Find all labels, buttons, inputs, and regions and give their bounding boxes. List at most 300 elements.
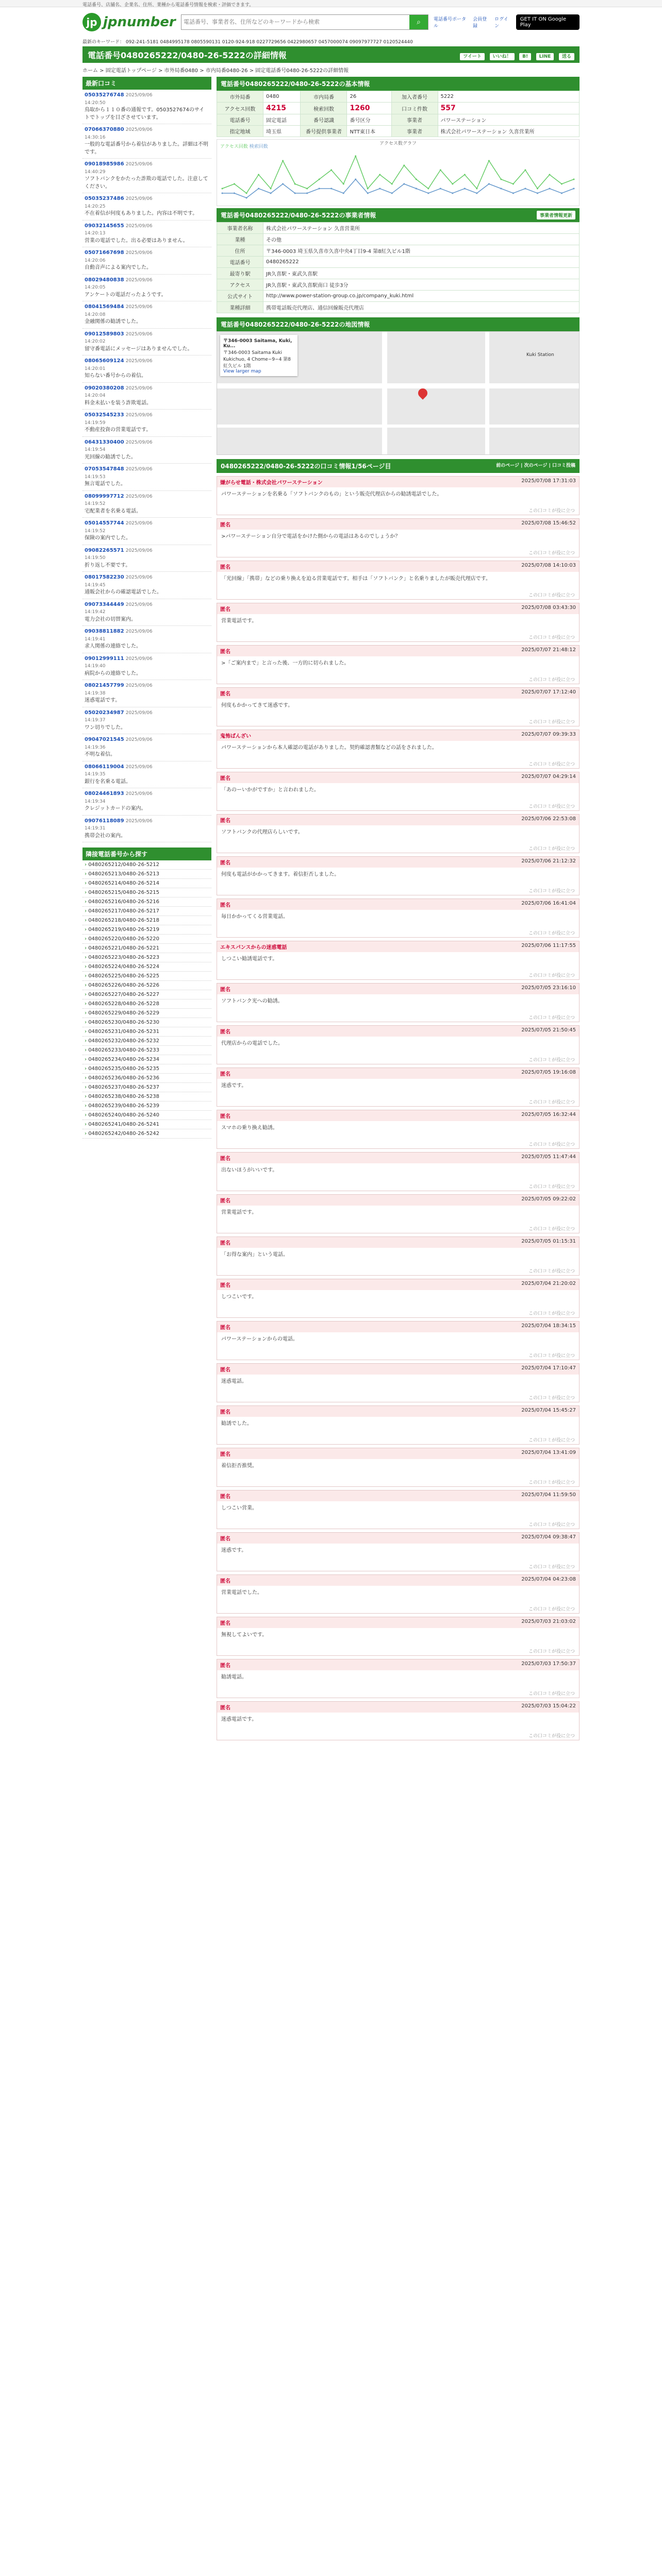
owner-value: JR久喜駅・東武久喜駅: [263, 268, 580, 279]
nearby-number-link[interactable]: › 0480265214/0480-26-5214: [82, 879, 211, 888]
review-card: [217, 1110, 580, 1149]
review-author: 匿名: [220, 1579, 230, 1584]
review-body: 無視してよいです。: [221, 1632, 268, 1638]
data-point: [222, 193, 223, 194]
data-point: [234, 183, 235, 185]
sidebar-review-time: 14:20:25: [85, 204, 106, 209]
data-point: [258, 174, 259, 176]
sidebar-review-text: 不明な着信。: [85, 752, 115, 757]
helpful-link[interactable]: この口コミが役に立つ: [528, 1353, 575, 1359]
sidebar-review-time: 14:20:02: [85, 339, 106, 344]
share-button[interactable]: 送る: [559, 53, 574, 60]
helpful-link[interactable]: この口コミが役に立つ: [528, 677, 575, 683]
sidebar-review-time: 14:40:29: [85, 169, 106, 175]
review-header: [217, 1617, 579, 1628]
sidebar-review-number[interactable]: 08041569484: [85, 304, 124, 310]
data-point: [355, 156, 356, 157]
map[interactable]: [217, 331, 580, 455]
info-value: 4215: [263, 103, 301, 114]
helpful-link[interactable]: この口コミが役に立つ: [528, 1691, 575, 1697]
helpful-link[interactable]: この口コミが役に立つ: [528, 1565, 575, 1570]
sidebar-review-date: 2025/09/06: [125, 196, 153, 201]
data-point: [282, 160, 284, 162]
sidebar-review-number[interactable]: 09032145655: [85, 223, 124, 229]
review-author: 匿名: [220, 1621, 230, 1626]
sidebar-review-number[interactable]: 07066370880: [85, 127, 124, 132]
review-header: [217, 772, 579, 783]
share-button[interactable]: B!: [519, 53, 531, 60]
sidebar-review-date: 2025/09/06: [125, 629, 153, 634]
data-point: [573, 179, 574, 180]
sidebar-review-text: アンケートの電話だったようです。: [85, 292, 167, 298]
sidebar-review-text: 料金未払いを装う詐欺電話。: [85, 400, 152, 406]
review-body: 迷惑電話。: [221, 1379, 247, 1384]
share-buttons: [458, 50, 574, 60]
login-link[interactable]: ログイン: [494, 17, 508, 29]
helpful-link[interactable]: この口コミが役に立つ: [528, 509, 575, 514]
owner-value: 0480265222: [263, 257, 580, 268]
review-header: [217, 477, 579, 487]
sidebar-review-text: 通販会社からの確認電話でした。: [85, 589, 162, 595]
data-point: [488, 183, 490, 185]
helpful-link[interactable]: この口コミが役に立つ: [528, 720, 575, 725]
data-point: [319, 188, 320, 190]
sidebar-review-number[interactable]: 06431330400: [85, 439, 124, 445]
data-point: [440, 188, 441, 190]
sidebar-review-time: 14:19:34: [85, 799, 106, 804]
review-body: パワーステーションから本人確認の電話がありました。契約確認書類などの話をされました。: [221, 745, 437, 751]
review-date: 2025/07/03 21:03:02: [521, 1619, 576, 1624]
sidebar-review-number[interactable]: 08029480838: [85, 277, 124, 283]
data-point: [234, 193, 235, 194]
basic-info-heading: [217, 77, 580, 91]
info-value: 株式会社パワーステーション 久喜営業所: [438, 126, 579, 137]
share-button[interactable]: LINE: [536, 53, 554, 60]
sidebar-review-number[interactable]: 09082265571: [85, 547, 124, 553]
data-point: [452, 193, 453, 194]
review-date: 2025/07/08 17:31:03: [521, 478, 576, 484]
topbar: 電話番号、店舗名、企業名、住所、業種から電話番号情報を検索・評価できます。: [0, 0, 662, 7]
info-label: 検索回数: [301, 103, 347, 114]
review-header: [217, 1448, 579, 1459]
nearby-number-link[interactable]: › 0480265233/0480-26-5233: [82, 1046, 211, 1055]
sidebar-review-time: 14:19:52: [85, 528, 106, 534]
data-point: [306, 188, 308, 190]
sidebar-review-number[interactable]: 08099997712: [85, 493, 124, 499]
data-point: [561, 183, 562, 185]
review-date: 2025/07/08 15:46:52: [521, 520, 576, 526]
sidebar-review-number[interactable]: 08017582230: [85, 574, 124, 580]
nearby-number-link[interactable]: › 0480265231/0480-26-5231: [82, 1027, 211, 1037]
sidebar-review-number[interactable]: 09018985986: [85, 161, 124, 167]
review-body: しつこいです。: [221, 1294, 257, 1300]
sidebar-review-time: 14:19:54: [85, 447, 106, 452]
sidebar-review-item: [82, 599, 211, 626]
sidebar-review-item: [82, 761, 211, 789]
owner-label: 業種: [217, 234, 263, 245]
sidebar-review-item: [82, 491, 211, 518]
data-point: [246, 193, 247, 194]
sidebar-review-number[interactable]: 08021457799: [85, 683, 124, 688]
review-author: 匿名: [220, 860, 230, 866]
review-header: [217, 1490, 579, 1501]
sidebar-review-date: 2025/09/06: [125, 162, 153, 167]
review-card: [217, 1321, 580, 1360]
data-point: [367, 193, 369, 194]
helpful-link[interactable]: この口コミが役に立つ: [528, 1100, 575, 1105]
sidebar-review-text: 不在着信が何度もありました。内容は不明です。: [85, 211, 198, 216]
map-card: [220, 335, 297, 376]
review-body: 何度も電話がかかってきます。着信拒否しました。: [221, 872, 340, 877]
review-author: 匿名: [220, 818, 230, 824]
review-body: ソフトバンクの代理店らしいです。: [221, 829, 303, 835]
helpful-link[interactable]: この口コミが役に立つ: [528, 1396, 575, 1401]
latest-keywords: 最新のキーワード： 092-241-5181 0484995178 0805590131 0120-924-918 0227729656 0422980657 0457000074 09097977727 0120524440: [82, 40, 413, 44]
review-date: 2025/07/04 11:59:50: [521, 1492, 576, 1498]
sidebar-review-time: 14:20:08: [85, 312, 106, 317]
data-point: [294, 193, 296, 194]
portal-link[interactable]: 電話番号ポータル: [434, 17, 467, 29]
helpful-link[interactable]: この口コミが役に立つ: [528, 1522, 575, 1528]
sidebar-review-text: 電力会社の切替案内。: [85, 616, 136, 622]
nearby-number-link[interactable]: › 0480265213/0480-26-5213: [82, 870, 211, 879]
nearby-number-link[interactable]: › 0480265239/0480-26-5239: [82, 1101, 211, 1111]
sidebar-review-number[interactable]: 05014557744: [85, 520, 124, 526]
sidebar-review-number[interactable]: 08066119004: [85, 764, 124, 770]
data-point: [464, 174, 466, 176]
review-header: [217, 984, 579, 994]
review-date: 2025/07/07 21:48:12: [521, 647, 576, 653]
nearby-number-link[interactable]: › 0480265235/0480-26-5235: [82, 1064, 211, 1074]
owner-value: 〒346-0003 埼玉県久喜市久喜中央4丁目9-4 第8紅久ビル1階: [263, 245, 580, 257]
sidebar-review-item: [82, 572, 211, 599]
review-author: 匿名: [220, 522, 230, 528]
sidebar-review-text: 銀行を名乗る電話。: [85, 778, 131, 785]
map-addr-detail: 〒346-0003 Saitama Kuki Kukichuo, 4 Chome−9−4 第8紅久ビル 1階: [223, 350, 291, 369]
helpful-link[interactable]: この口コミが役に立つ: [528, 1015, 575, 1021]
review-header: [217, 1237, 579, 1248]
review-header: [217, 519, 579, 530]
review-date: 2025/07/05 16:32:44: [521, 1112, 576, 1117]
helpful-link[interactable]: この口コミが役に立つ: [528, 1142, 575, 1147]
info-label: 口コミ件数: [391, 103, 438, 114]
helpful-link[interactable]: この口コミが役に立つ: [528, 973, 575, 978]
review-header: [217, 1153, 579, 1163]
chart-svg: [217, 146, 579, 203]
sidebar-review-number[interactable]: 07053547848: [85, 466, 124, 472]
sidebar-review-text: 携帯会社の案内。: [85, 833, 126, 839]
helpful-link[interactable]: この口コミが役に立つ: [528, 846, 575, 852]
sidebar-review-date: 2025/09/06: [125, 521, 153, 526]
sidebar-review-text: 留守番電話にメッセージはありませんでした。: [85, 346, 193, 352]
nearby-number-link[interactable]: › 0480265232/0480-26-5232: [82, 1037, 211, 1046]
nearby-number-link[interactable]: › 0480265230/0480-26-5230: [82, 1018, 211, 1027]
review-card: [217, 941, 580, 980]
data-point: [222, 188, 223, 190]
data-point: [306, 193, 308, 194]
helpful-link[interactable]: この口コミが役に立つ: [528, 551, 575, 556]
register-link[interactable]: 会員登録: [473, 17, 487, 29]
review-body: しつこい勧誘電話です。: [221, 956, 278, 962]
reviews-heading: [217, 459, 580, 473]
sidebar-review-number[interactable]: 08024461893: [85, 791, 124, 796]
data-point: [524, 188, 526, 190]
sidebar-review-item: [82, 301, 211, 329]
info-label: 加入者番号: [391, 91, 438, 103]
helpful-link[interactable]: この口コミが役に立つ: [528, 1734, 575, 1739]
data-point: [379, 174, 380, 176]
data-point: [537, 193, 538, 194]
sidebar-review-date: 2025/09/06: [125, 548, 153, 553]
owner-value[interactable]: http://www.power-station-group.co.jp/company_kuki.html: [263, 291, 580, 302]
header-right: [434, 14, 580, 30]
sidebar-review-item: [82, 437, 211, 464]
review-author: 匿名: [220, 1156, 230, 1162]
share-button[interactable]: いいね！: [490, 53, 515, 60]
review-header: [217, 1575, 579, 1586]
next-page-link[interactable]: 次のページ: [524, 463, 548, 468]
sidebar-review-number[interactable]: 05035276748: [85, 92, 124, 98]
data-point: [343, 193, 344, 194]
owner-label: 住所: [217, 245, 263, 257]
review-card: [217, 1617, 580, 1656]
helpful-link[interactable]: この口コミが役に立つ: [528, 931, 575, 936]
sidebar-review-time: 14:20:04: [85, 393, 106, 398]
sidebar-review-text: 金融関係の勧誘でした。: [85, 319, 141, 325]
sidebar-review-item: [82, 653, 211, 681]
review-author: 匿名: [220, 1114, 230, 1120]
review-author: エキスパンスからの迷惑電話: [220, 945, 287, 951]
review-date: 2025/07/06 11:17:55: [521, 943, 576, 948]
data-point: [330, 170, 332, 171]
review-card: [217, 730, 580, 769]
review-author: 匿名: [220, 1325, 230, 1331]
sidebar-review-time: 14:20:50: [85, 100, 106, 106]
share-button[interactable]: ツイート: [460, 53, 485, 60]
sidebar-review-number[interactable]: 09076118089: [85, 818, 124, 824]
review-date: 2025/07/05 19:16:08: [521, 1070, 576, 1075]
sidebar-review-number[interactable]: 05035237486: [85, 196, 124, 201]
sidebar-review-time: 14:19:40: [85, 664, 106, 669]
sidebar-review-text: 保険の案内でした。: [85, 535, 131, 541]
sidebar-review-date: 2025/09/06: [125, 818, 153, 824]
info-value: 埼玉県: [263, 126, 301, 137]
sidebar-review-time: 14:19:37: [85, 718, 106, 723]
sidebar-review-text: ソフトバンクをかたった詐欺の電話でした。注意してください。: [85, 176, 208, 190]
owner-label: アクセス: [217, 279, 263, 291]
helpful-link[interactable]: この口コミが役に立つ: [528, 635, 575, 640]
review-card: [217, 476, 580, 515]
review-date: 2025/07/03 15:04:22: [521, 1703, 576, 1709]
sidebar-review-item: [82, 734, 211, 761]
nearby-number-link[interactable]: › 0480265242/0480-26-5242: [82, 1129, 211, 1139]
helpful-link[interactable]: この口コミが役に立つ: [528, 804, 575, 809]
sidebar-review-time: 14:20:06: [85, 258, 106, 263]
sidebar-review-number[interactable]: 09012589803: [85, 331, 124, 337]
review-header: [217, 1110, 579, 1121]
review-date: 2025/07/05 21:50:45: [521, 1027, 576, 1033]
info-label: 事業者: [391, 126, 438, 137]
helpful-link[interactable]: この口コミが役に立つ: [528, 1480, 575, 1485]
sidebar-review-item: [82, 626, 211, 653]
nearby-number-link[interactable]: › 0480265217/0480-26-5217: [82, 907, 211, 916]
search-input[interactable]: [181, 15, 409, 29]
sidebar-review-item: [82, 545, 211, 572]
nearby-number-link[interactable]: › 0480265226/0480-26-5226: [82, 981, 211, 990]
data-point: [427, 193, 429, 194]
info-value: 番号区分: [347, 114, 391, 126]
owner-info-heading: [217, 208, 580, 222]
prev-page-link[interactable]: 前のページ: [496, 463, 520, 468]
nearby-number-link[interactable]: › 0480265229/0480-26-5229: [82, 1009, 211, 1018]
sidebar-review-time: 14:19:52: [85, 501, 106, 506]
reviews-nav: 前のページ | 次のページ | 口コミ投稿: [496, 463, 575, 468]
post-review-link[interactable]: 口コミ投稿: [552, 463, 575, 468]
review-author: 匿名: [220, 1029, 230, 1035]
review-author: 匿名: [220, 1705, 230, 1711]
data-point: [500, 179, 502, 180]
nearby-number-link[interactable]: › 0480265240/0480-26-5240: [82, 1111, 211, 1120]
nearby-number-link[interactable]: › 0480265238/0480-26-5238: [82, 1092, 211, 1101]
info-label: 番号認識: [301, 114, 347, 126]
sidebar-review-date: 2025/09/06: [125, 602, 153, 607]
main-column: [217, 77, 580, 1743]
review-body: 迷惑です。: [221, 1548, 247, 1553]
nearby-number-link[interactable]: › 0480265221/0480-26-5221: [82, 944, 211, 953]
helpful-link[interactable]: この口コミが役に立つ: [528, 1227, 575, 1232]
sidebar-review-date: 2025/09/06: [125, 467, 153, 472]
nearby-number-link[interactable]: › 0480265237/0480-26-5237: [82, 1083, 211, 1092]
review-author: 匿名: [220, 1283, 230, 1289]
sidebar-review-item: [82, 275, 211, 302]
sidebar-review-text: 求人関係の連絡でした。: [85, 643, 141, 649]
sidebar-review-time: 14:30:16: [85, 134, 106, 140]
nearby-number-link[interactable]: › 0480265215/0480-26-5215: [82, 888, 211, 897]
helpful-link[interactable]: この口コミが役に立つ: [528, 1311, 575, 1316]
nearby-number-link[interactable]: › 0480265216/0480-26-5216: [82, 897, 211, 907]
sidebar-review-number[interactable]: 09047021545: [85, 737, 124, 742]
nearby-number-link[interactable]: › 0480265218/0480-26-5218: [82, 916, 211, 925]
breadcrumb[interactable]: ホーム > 固定電話トップページ > 市外局番0480 > 市内局番0480-26 > 固定電話番号0480-26-5222の詳細情報: [82, 68, 349, 74]
sidebar-review-date: 2025/09/06: [125, 127, 153, 132]
review-card: [217, 1025, 580, 1064]
review-header: [217, 1364, 579, 1375]
nearby-number-link[interactable]: › 0480265234/0480-26-5234: [82, 1055, 211, 1064]
sidebar-review-time: 14:19:42: [85, 609, 106, 615]
info-value: 0480: [263, 91, 301, 103]
sidebar-review-date: 2025/09/06: [125, 439, 153, 445]
review-card: [217, 603, 580, 642]
data-point: [379, 188, 380, 190]
helpful-link[interactable]: この口コミが役に立つ: [528, 889, 575, 894]
data-point: [282, 183, 284, 185]
view-larger-map-link[interactable]: View larger map: [223, 369, 261, 374]
sidebar-review-time: 14:19:45: [85, 582, 106, 588]
data-point: [355, 179, 356, 180]
sidebar-review-time: 14:19:35: [85, 772, 106, 777]
sidebar-review-number[interactable]: 05020234987: [85, 709, 124, 716]
sidebar-review-date: 2025/09/06: [125, 791, 153, 796]
helpful-link[interactable]: この口コミが役に立つ: [528, 1058, 575, 1063]
sidebar-review-time: 14:19:59: [85, 420, 106, 426]
sidebar-review-number[interactable]: 09012999111: [85, 655, 124, 662]
review-card: [217, 772, 580, 811]
sidebar-review-number[interactable]: 09073344449: [85, 601, 124, 607]
data-point: [343, 183, 344, 185]
nearby-numbers-list: [82, 860, 211, 1139]
helpful-link[interactable]: この口コミが役に立つ: [528, 1649, 575, 1654]
review-card: [217, 1152, 580, 1191]
info-value: 固定電話: [263, 114, 301, 126]
helpful-link[interactable]: この口コミが役に立つ: [528, 762, 575, 767]
sidebar-review-number[interactable]: 05032545233: [85, 412, 124, 418]
helpful-link[interactable]: この口コミが役に立つ: [528, 1438, 575, 1443]
nearby-number-link[interactable]: › 0480265220/0480-26-5220: [82, 935, 211, 944]
nearby-number-link[interactable]: › 0480265241/0480-26-5241: [82, 1120, 211, 1129]
owner-value: 携帯電話販売代理店、通信回線販売代理店: [263, 302, 580, 313]
latest-reviews-heading: 最新口コミ: [82, 77, 211, 90]
review-author: 匿名: [220, 1367, 230, 1373]
review-body: 営業電話でした。: [221, 1590, 262, 1596]
update-owner-button[interactable]: 事業者情報更新: [537, 211, 575, 219]
data-point: [464, 188, 466, 190]
reviews-list: [217, 476, 580, 1740]
data-point: [416, 188, 417, 190]
sidebar-review-date: 2025/09/06: [125, 413, 153, 418]
nearby-number-link[interactable]: › 0480265228/0480-26-5228: [82, 999, 211, 1009]
nearby-number-link[interactable]: › 0480265227/0480-26-5227: [82, 990, 211, 999]
review-card: [217, 1067, 580, 1107]
nearby-number-link[interactable]: › 0480265219/0480-26-5219: [82, 925, 211, 935]
site-logo[interactable]: [82, 11, 176, 33]
nearby-number-link[interactable]: › 0480265224/0480-26-5224: [82, 962, 211, 972]
nearby-number-link[interactable]: › 0480265225/0480-26-5225: [82, 972, 211, 981]
info-label: 市外局番: [217, 91, 263, 103]
map-heading: [217, 317, 580, 331]
info-value: 557: [438, 103, 579, 114]
nearby-number-link[interactable]: › 0480265223/0480-26-5223: [82, 953, 211, 962]
google-play-badge[interactable]: GET IT ON Google Play: [516, 14, 580, 30]
owner-info-table: [217, 222, 580, 313]
info-label: 市内局番: [301, 91, 347, 103]
search-button[interactable]: [409, 15, 428, 29]
review-author: 匿名: [220, 1536, 230, 1542]
helpful-link[interactable]: この口コミが役に立つ: [528, 1184, 575, 1190]
helpful-link[interactable]: この口コミが役に立つ: [528, 1607, 575, 1612]
review-body: 迷惑電話です。: [221, 1717, 257, 1722]
review-date: 2025/07/04 18:34:15: [521, 1323, 576, 1329]
review-body: 「光回線」「携帯」などの乗り換えを迫る営業電話です。相手は「ソフトバンク」と名乗りましたが販売代理店です。: [221, 576, 491, 582]
review-body: 営業電話です。: [221, 618, 257, 624]
sidebar-review-number[interactable]: 08065609124: [85, 358, 124, 364]
sidebar-review-number[interactable]: 05071667698: [85, 250, 124, 256]
helpful-link[interactable]: この口コミが役に立つ: [528, 1269, 575, 1274]
sidebar-review-item: [82, 124, 211, 159]
sidebar-review-number[interactable]: 09038811882: [85, 629, 124, 634]
nearby-number-link[interactable]: › 0480265212/0480-26-5212: [82, 860, 211, 870]
sidebar-review-date: 2025/09/06: [125, 304, 153, 310]
review-body: >「ご案内まで」と言った後、一方的に切られました。: [221, 660, 350, 666]
nearby-number-link[interactable]: › 0480265236/0480-26-5236: [82, 1074, 211, 1083]
sidebar-review-text: 自動音声による案内でした。: [85, 265, 152, 270]
data-point: [294, 183, 296, 185]
sidebar-review-time: 14:19:36: [85, 744, 106, 750]
data-point: [403, 183, 405, 185]
data-point: [561, 193, 562, 194]
sidebar-review-date: 2025/09/06: [125, 277, 153, 283]
helpful-link[interactable]: この口コミが役に立つ: [528, 593, 575, 598]
sidebar-review-number[interactable]: 09020380208: [85, 385, 124, 391]
